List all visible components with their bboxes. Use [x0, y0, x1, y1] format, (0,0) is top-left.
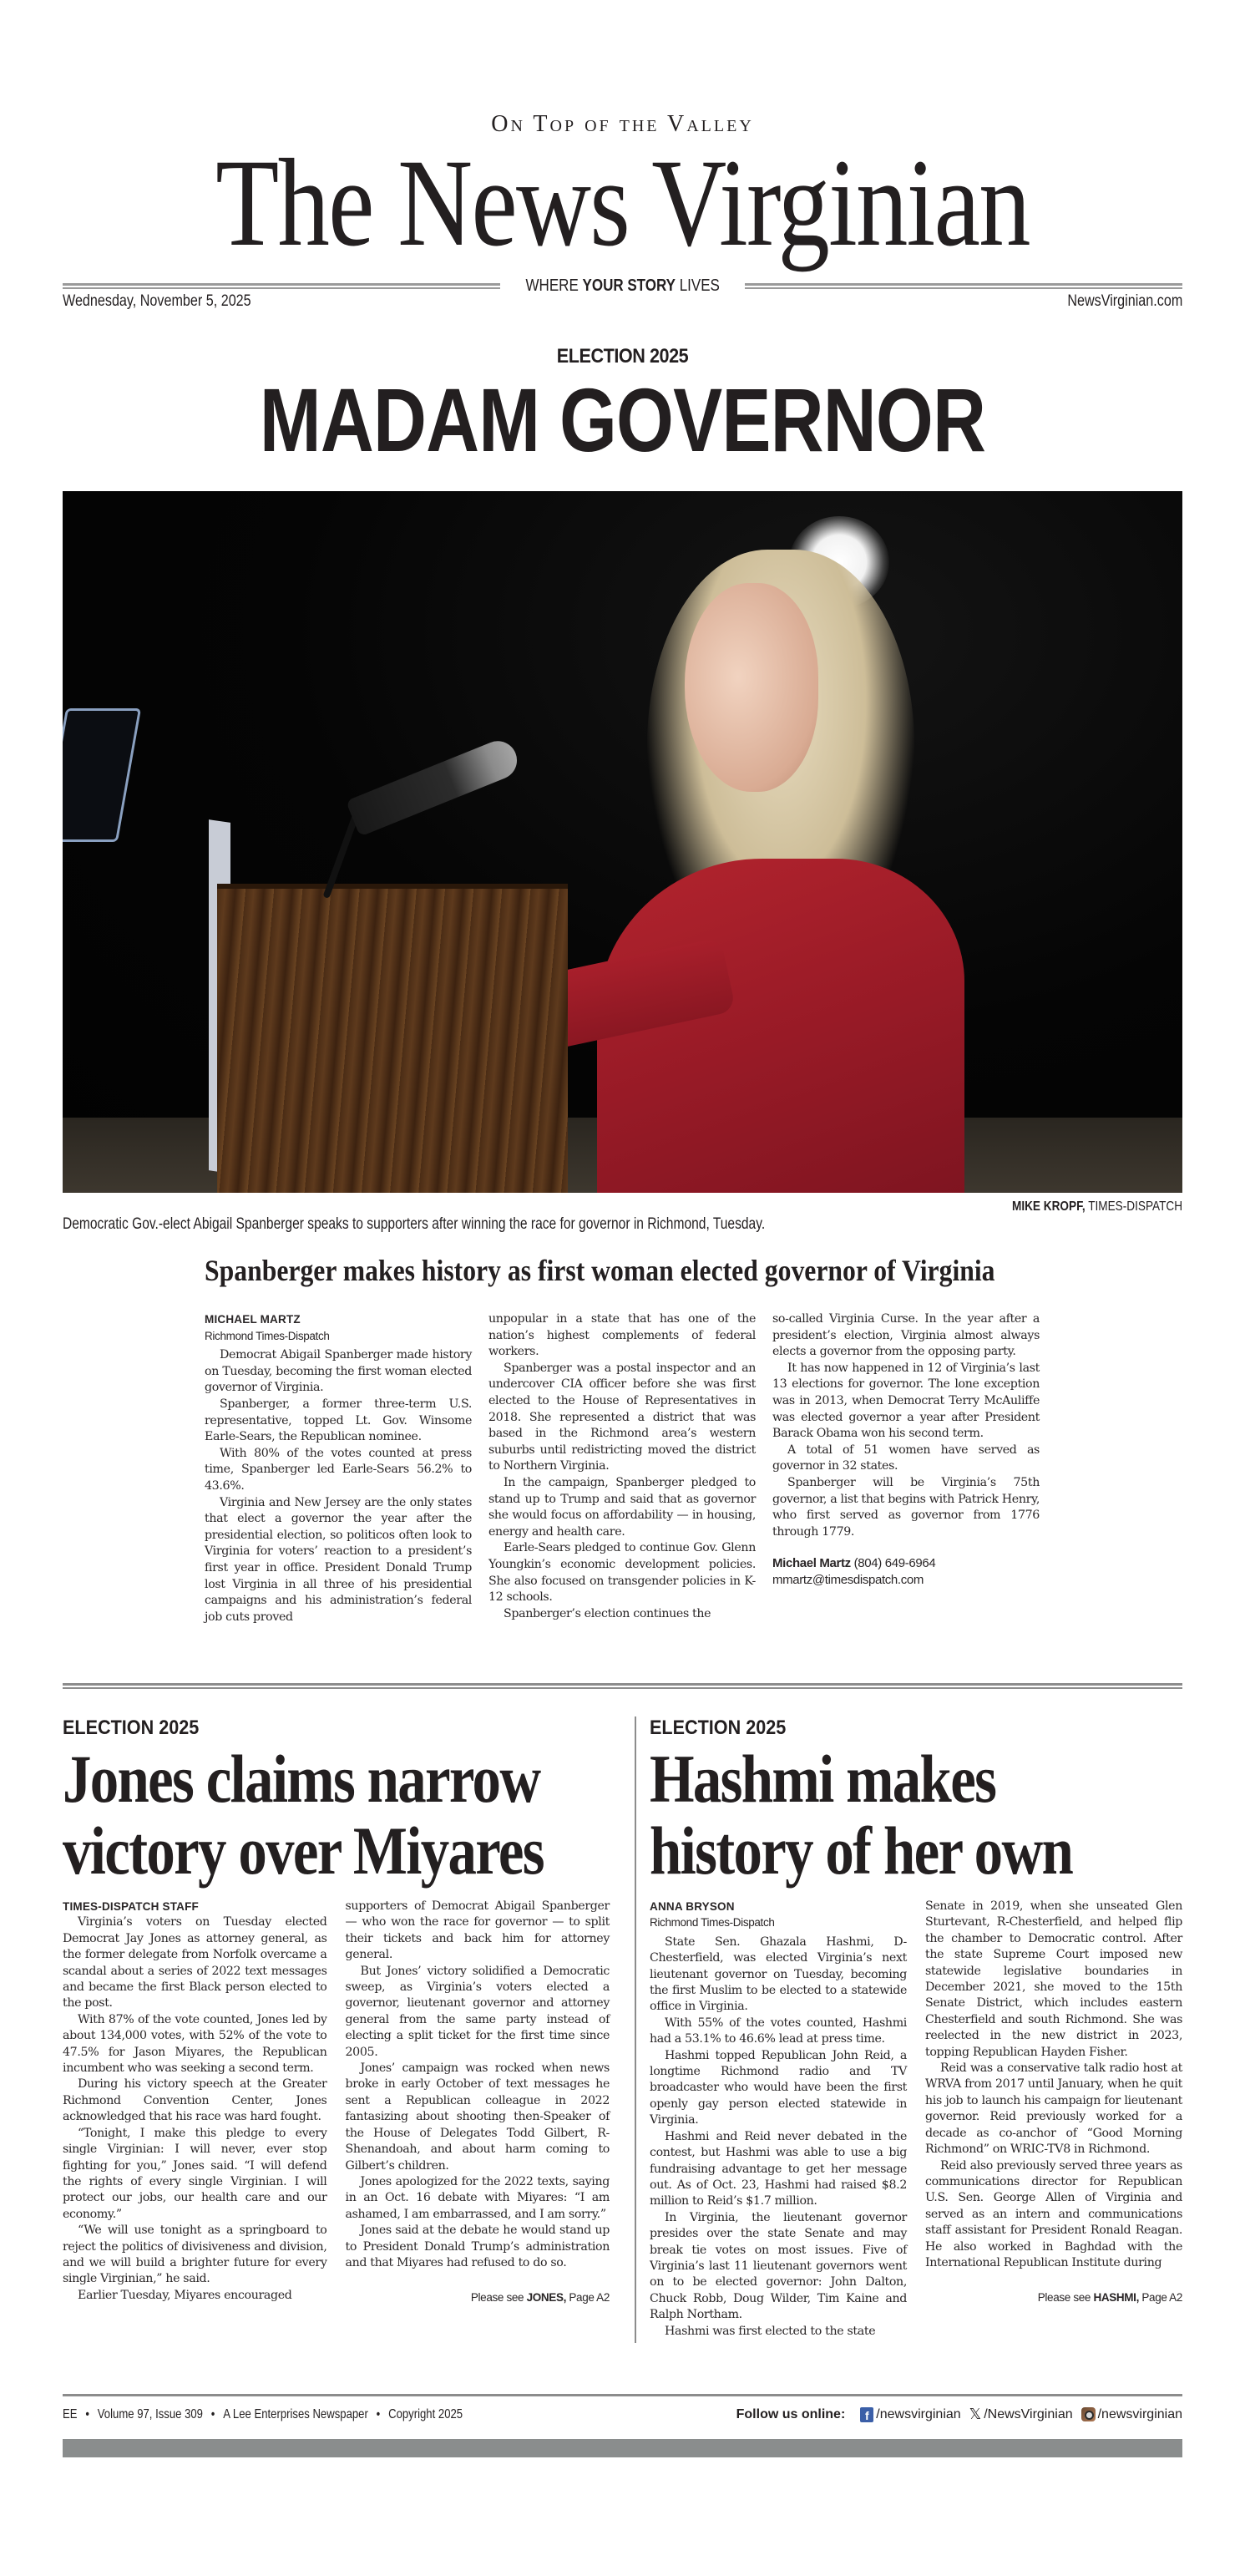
- paragraph: Hashmi was first elected to the state: [665, 2324, 876, 2338]
- separator-dot: •: [376, 2407, 381, 2421]
- jones-kicker: ELECTION 2025: [63, 1716, 200, 1739]
- double-rule-left: [63, 283, 500, 289]
- paragraph: In Virginia, the lieutenant governor presides over the state Senate and may break tie votes on most issues. Five of Virginia’s last 11 lieutenant governors went on to be elected governor: John Dalton, Chuck Robb, Doug Wilder, Tim Kaine and Ralph Northam.: [650, 2210, 907, 2322]
- jump-pre: Please see: [1037, 2291, 1094, 2305]
- hashmi-column-1: [650, 1899, 907, 2340]
- lead-story-headline[interactable]: Spanberger makes history as first woman elected governor of Virginia: [205, 1254, 995, 1287]
- jump-pre: Please see: [470, 2291, 527, 2305]
- microphone-icon: [346, 735, 523, 836]
- paragraph: supporters of Democrat Abigail Spanberger — who won the race for governor — to split their tickets and back him for attorney general.: [345, 1899, 610, 1962]
- hashmi-kicker: ELECTION 2025: [650, 1716, 787, 1739]
- hashmi-headline[interactable]: [650, 1743, 1097, 1887]
- paragraph: so-called Virginia Curse. In the year after a president’s election, Virginia almost always elects a governor from the opposing party.: [772, 1312, 1040, 1359]
- teleprompter: [63, 708, 141, 842]
- paragraph: With 87% of the vote counted, Jones led by about 134,000 votes, with 52% of the vote to 47.5% for Jason Miyares, the Republican incumbent who was seeking a second term.: [63, 2012, 327, 2076]
- nameplate[interactable]: The News Virginian: [215, 134, 1030, 272]
- social-links: [736, 2406, 1182, 2423]
- paragraph: Jones apologized for the 2022 texts, saying in an Oct. 16 debate with Miyares: “I am ashamed, I am embarrassed, and I am sorry.”: [345, 2174, 610, 2221]
- jump-post: Page A2: [1139, 2291, 1182, 2305]
- masthead-tagline: On Top of the Valley: [491, 111, 754, 137]
- paragraph: Spanberger’s election continues the: [504, 1606, 711, 1620]
- lead-photo[interactable]: [63, 491, 1182, 1193]
- photo-cutline: Democratic Gov.-elect Abigail Spanberger speaks to supporters after winning the race for governor in Richmond, Tuesday.: [63, 1215, 766, 1233]
- hashmi-story: [650, 1704, 1182, 2340]
- main-kicker: ELECTION 2025: [556, 345, 689, 368]
- paragraph: Reid also previously served three years as communications director for Republican U.S. Sen. George Allen of Virginia and served as an intern and communications staff assistant for President Ronald Reagan. He also worked in Baghdad with the International Republican Institute during: [925, 2158, 1182, 2269]
- paragraph: Senate in 2019, when she unseated Glen Sturtevant, R-Chesterfield, and helped flip the chamber to Democratic control. After the state Supreme Court imposed new statewide legislative boundaries in December 2021, she moved to the 15th Senate District, which includes eastern Chesterfield and south Richmond. She was reelected in the new district in 2023, topping Republican Hayden Fisher.: [925, 1899, 1182, 2059]
- lead-story-body: [205, 1311, 1040, 1625]
- jones-story: [63, 1704, 610, 2306]
- main-headline: MADAM GOVERNOR: [259, 369, 986, 470]
- jump-bold: HASHMI,: [1093, 2291, 1139, 2305]
- photo-credit: [1012, 1199, 1182, 1214]
- slogan: [519, 276, 726, 296]
- paragraph: A total of 51 women have served as governor in 32 states.: [772, 1443, 1040, 1473]
- paragraph: Democrat Abigail Spanberger made history on Tuesday, becoming the first woman elected governor of Virginia.: [205, 1348, 472, 1395]
- byline-org: Richmond Times-Dispatch: [650, 1916, 775, 1929]
- photo-credit-org: TIMES-DISPATCH: [1085, 1199, 1182, 1214]
- paragraph: “Tonight, I make this pledge to every single Virginian: I will never, ever stop fighting for you,” Jones said. “I will defend the rights of every single Virginian. I will protect our jobs, our health care and our economy.”: [63, 2126, 327, 2221]
- paragraph: Hashmi topped Republican John Reid, a longtime Richmond radio and TV broadcaster who would have been the first openly gay person elected statewide in Virginia.: [650, 2048, 907, 2127]
- jones-body: [63, 1899, 610, 2306]
- follow-label: Follow us online:: [736, 2406, 846, 2421]
- paragraph: Hashmi and Reid never debated in the contest, but Hashmi was able to use a big fundraising advantage to get her message out. As of Oct. 23, Hashmi had raised $8.2 million to Reid’s $1.7 million.: [650, 2129, 907, 2208]
- folio: [63, 2407, 463, 2422]
- headline-line-1: Jones claims narrow: [63, 1741, 540, 1817]
- headline-line-1: Hashmi makes: [650, 1741, 996, 1817]
- slogan-post: LIVES: [675, 276, 720, 295]
- paragraph: Earlier Tuesday, Miyares encouraged: [78, 2288, 292, 2302]
- column-divider: [635, 1716, 636, 2343]
- paragraph: Spanberger, a former three-term U.S. representative, topped Lt. Gov. Winsome Earle-Sears, the Republican nominee.: [205, 1397, 472, 1444]
- paragraph: State Sen. Ghazala Hashmi, D-Chesterfield, was elected Virginia’s next lieutenant governor on Tuesday, becoming the first Muslim to be elected to a statewide office in Virginia.: [650, 1935, 907, 2014]
- double-rule-right: [745, 283, 1182, 289]
- paragraph: Virginia and New Jersey are the only states that elect a governor the year after the presidential election, so politicos often look to Virginia for voters’ reaction to a president’s first year in office. President Donald Trump lost Virginia in all three of his presidential campaigns and his administration’s federal job cuts proved: [205, 1495, 472, 1624]
- paragraph: unpopular in a state that has one of the nation’s highest complements of federal workers.: [488, 1312, 756, 1359]
- byline-org: Richmond Times-Dispatch: [205, 1329, 330, 1342]
- byline-name: MICHAEL MARTZ: [205, 1313, 301, 1326]
- hashmi-column-2: [925, 1899, 1182, 2340]
- headline-line-2: history of her own: [650, 1813, 1073, 1889]
- contact-name: Michael Martz: [772, 1556, 851, 1571]
- jones-jump-link[interactable]: [346, 2289, 610, 2305]
- author-contact: [772, 1555, 1040, 1589]
- x-icon: 𝕏: [969, 2406, 982, 2423]
- jones-headline[interactable]: [63, 1741, 544, 1889]
- paragraph: With 80% of the votes counted at press time, Spanberger led Earle-Sears 56.2% to 43.6%.: [205, 1446, 472, 1493]
- site-link[interactable]: NewsVirginian.com: [1067, 292, 1182, 310]
- social-instagram[interactable]: [1081, 2407, 1182, 2422]
- jump-bold: JONES,: [526, 2291, 566, 2305]
- paragraph: “We will use tonight as a springboard to reject the politics of divisiveness and division, and we will build a brighter future for every single Virginian,” he said.: [63, 2224, 327, 2286]
- paragraph: During his victory speech at the Greater Richmond Convention Center, Jones acknowledged that his race was hard fought.: [63, 2077, 327, 2124]
- paragraph: Jones’ campaign was rocked when news broke in early October of text messages he sent a Republican colleague in 2022 fantasizing about shooting then-Speaker of the House of Delegates Todd Gilbert, R-Shenandoah, and about harm coming to Gilbert’s children.: [345, 2061, 610, 2173]
- paragraph: In the campaign, Spanberger pledged to stand up to Trump and said that as governor she would focus on affordability — in housing, energy and health care.: [488, 1475, 756, 1539]
- dateline: Wednesday, November 5, 2025: [63, 292, 251, 310]
- paragraph: Virginia’s voters on Tuesday elected Democrat Jay Jones as attorney general, as the former delegate from Norfolk overcame a scandal about a series of 2022 text messages and became the first Black person elected to the post.: [63, 1915, 327, 2011]
- instagram-icon: [1081, 2407, 1096, 2421]
- volume-issue: Volume 97, Issue 309: [97, 2407, 203, 2421]
- photo-credit-name: MIKE KROPF,: [1011, 1199, 1086, 1214]
- section-divider: [63, 1683, 1182, 1689]
- paragraph: But Jones’ victory solidified a Democratic sweep, as Virginia’s voters elected a governor, lieutenant governor and attorney general from the same party instead of electing a split ticket for the first time since 2005.: [345, 1964, 610, 2059]
- facebook-icon: f: [860, 2407, 873, 2422]
- lead-column-3: [772, 1311, 1040, 1625]
- headline-line-2: victory over Miyares: [63, 1813, 544, 1889]
- slogan-pre: WHERE: [525, 276, 583, 295]
- hashmi-jump-link[interactable]: [925, 2289, 1182, 2305]
- x-handle: /NewsVirginian: [984, 2406, 1073, 2421]
- lead-column-2: [488, 1311, 756, 1625]
- byline-name: ANNA BRYSON: [650, 1900, 735, 1913]
- publisher: A Lee Enterprises Newspaper: [223, 2407, 368, 2421]
- contact-phone: (804) 649-6964: [850, 1556, 936, 1571]
- social-facebook[interactable]: [860, 2407, 960, 2422]
- jones-column-1: [63, 1899, 327, 2306]
- subject-face: [685, 583, 818, 792]
- instagram-handle: /newsvirginian: [1097, 2406, 1182, 2421]
- footer-rule: [63, 2394, 1182, 2396]
- footer-bar: [63, 2439, 1182, 2457]
- paragraph: Spanberger will be Virginia’s 75th governor, a list that begins with Patrick Henry, who first served as governor from 1776 through 1779.: [772, 1475, 1040, 1539]
- hashmi-body: [650, 1899, 1182, 2340]
- jump-post: Page A2: [566, 2291, 610, 2305]
- paragraph: Reid was a conservative talk radio host at WRVA from 2017 until January, when he quit his job to launch his campaign for lieutenant governor. Reid previously worked for a decade as co-anchor of “Good Morning Richmond” on WRIC-TV8 in Richmond.: [925, 2061, 1182, 2157]
- lead-column-1: [205, 1311, 472, 1625]
- paragraph: It has now happened in 12 of Virginia’s last 13 elections for governor. The lone exception was in 2013, when Democrat Terry McAuliffe was elected governor a year after President Barack Obama won his second term.: [772, 1361, 1040, 1441]
- social-x[interactable]: [969, 2406, 1073, 2423]
- contact-email[interactable]: mmartz@timesdispatch.com: [772, 1573, 924, 1588]
- separator-dot: •: [210, 2407, 215, 2421]
- masthead-rule: [63, 277, 1182, 294]
- edition-code: EE: [63, 2407, 78, 2421]
- jones-column-2: [346, 1899, 610, 2306]
- podium: [217, 884, 568, 1193]
- paragraph: Jones said at the debate he would stand up to President Donald Trump’s administration and that Miyares had refused to do so.: [345, 2224, 610, 2269]
- byline-name: TIMES-DISPATCH STAFF: [63, 1900, 199, 1913]
- separator-dot: •: [85, 2407, 89, 2421]
- slogan-bold: YOUR STORY: [582, 276, 676, 295]
- paragraph: With 55% of the votes counted, Hashmi had a 53.1% to 46.6% lead at press time.: [650, 2016, 907, 2046]
- paragraph: Earle-Sears pledged to continue Gov. Glenn Youngkin’s economic development policies. She also focused on transgender policies in K-12 schools.: [488, 1541, 756, 1605]
- copyright: Copyright 2025: [388, 2407, 463, 2421]
- facebook-handle: /newsvirginian: [876, 2406, 961, 2421]
- paragraph: Spanberger was a postal inspector and an undercover CIA officer before she was first elected to the House of Representatives in 2018. She represented a district that was based in the Richmond area’s western suburbs until redistricting moved the district to Northern Virginia.: [488, 1361, 756, 1473]
